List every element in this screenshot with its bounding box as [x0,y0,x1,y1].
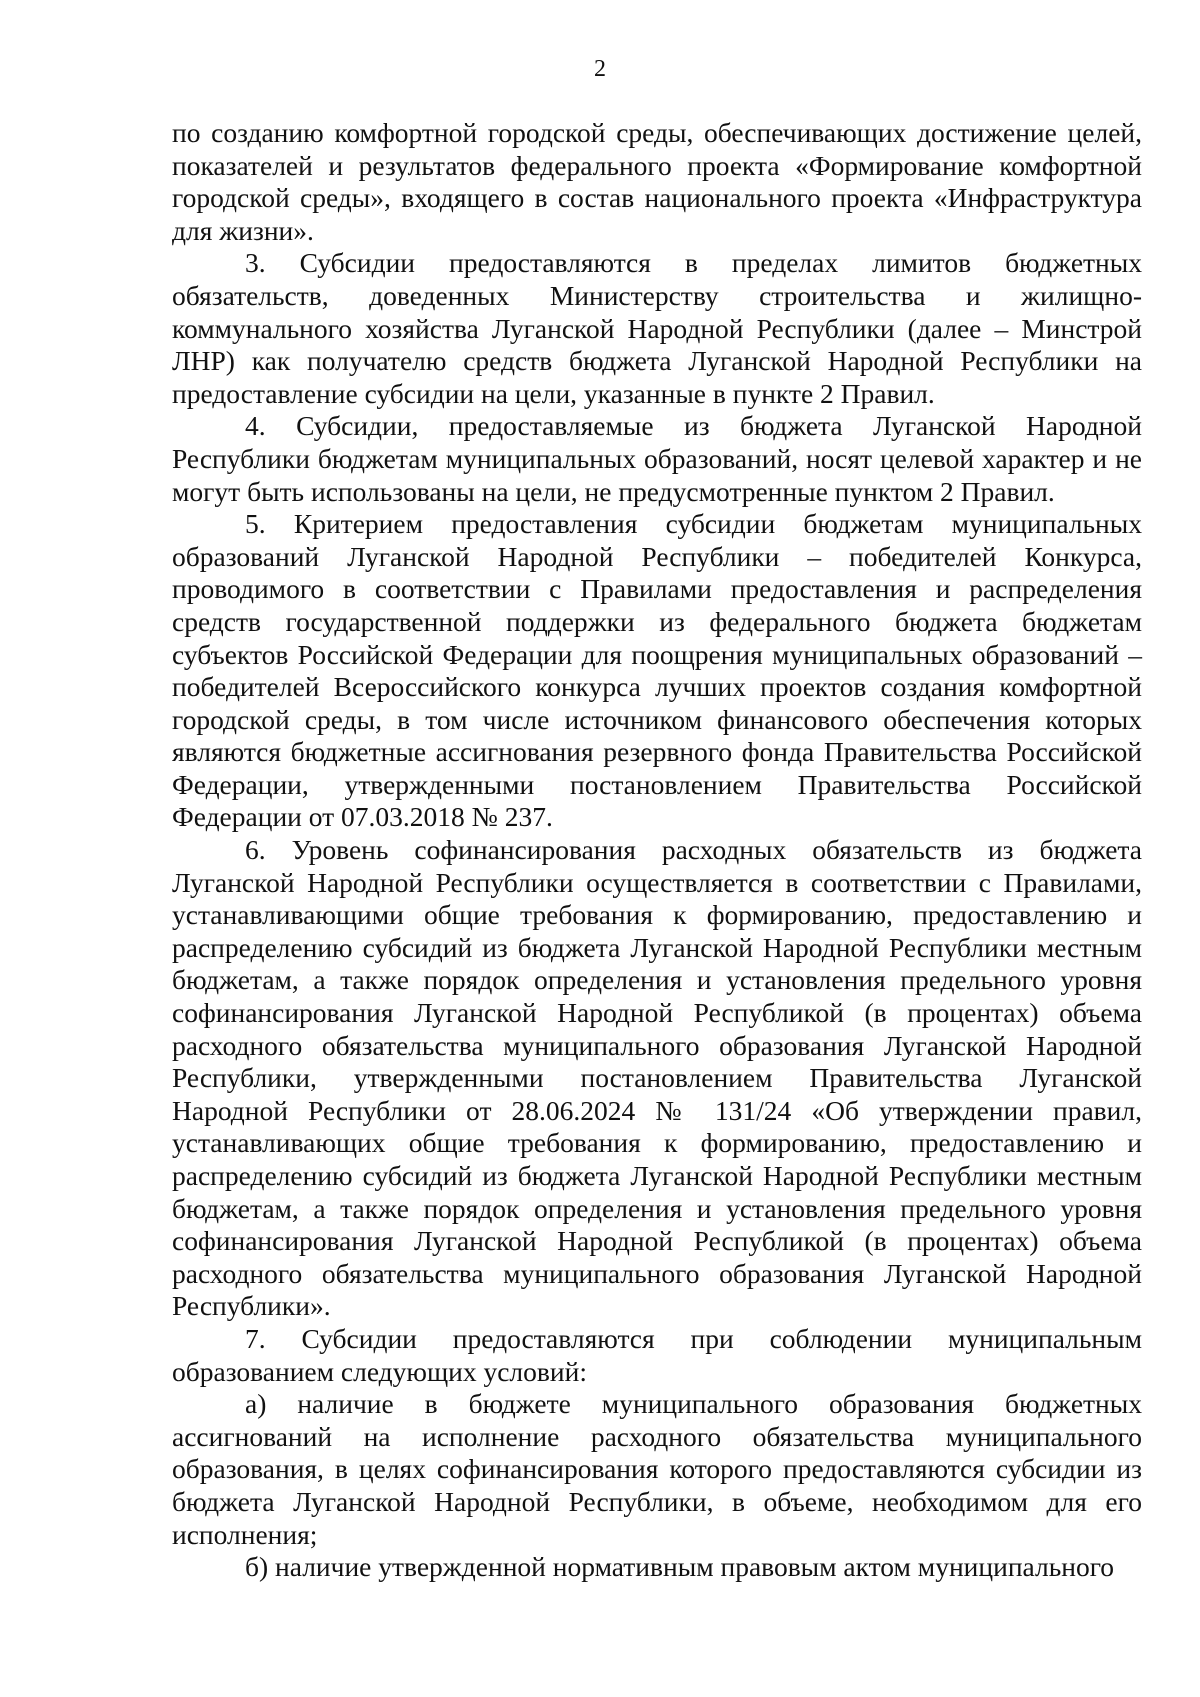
page-number: 2 [594,56,606,82]
paragraph-item-4: 4. Субсидии, предоставляемые из бюджета Луганской Народной Республики бюджетам муниципальных образований, носят целевой характер и не могут быть использованы на цели, не предусмотренные пунктом 2 Правил. [172,410,1142,507]
paragraph-subitem-a: а) наличие в бюджете муниципального образования бюджетных ассигнований на исполнение расходного обязательства муниципального образования, в целях софинансирования которого предоставляются субсидии из бюджета Луганской Народной Республики, в объеме, необходимом для его исполнения; [172,1388,1142,1550]
paragraph-item-6: 6. Уровень софинансирования расходных обязательств из бюджета Луганской Народной Республики осуществляется в соответствии с Правилами, устанавливающими общие требования к формированию, предоставлению и распределению субсидий из бюджета Луганской Народной Республики местным бюджетам, а также порядок определения и установления предельного уровня софинансирования Луганской Народной Республикой (в процентах) объема расходного обязательства муниципального образования Луганской Народной Республики, утвержденными постановлением Правительства Луганской Народной Республики от 28.06.2024 № 131/24 «Об утверждении правил, устанавливающих общие требования к формированию, предоставлению и распределению субсидий из бюджета Луганской Народной Республики местным бюджетам, а также порядок определения и установления предельного уровня софинансирования Луганской Народной Республикой (в процентах) объема расходного обязательства муниципального образования Луганской Народной Республики». [172,834,1142,1322]
document-body [172,117,1142,1584]
paragraph-continuation: по созданию комфортной городской среды, обеспечивающих достижение целей, показателей и результатов федерального проекта «Формирование комфортной городской среды», входящего в состав национального проекта «Инфраструктура для жизни». [172,117,1142,246]
paragraph-subitem-b: б) наличие утвержденной нормативным правовым актом муниципального [245,1551,1115,1583]
paragraph-item-3: 3. Субсидии предоставляются в пределах лимитов бюджетных обязательств, доведенных Министерству строительства и жилищно-коммунального хозяйства Луганской Народной Республики (далее – Минстрой ЛНР) как получателю средств бюджета Луганской Народной Республики на предоставление субсидии на цели, указанные в пункте 2 Правил. [172,247,1142,409]
paragraph-item-5: 5. Критерием предоставления субсидии бюджетам муниципальных образований Луганской Народной Республики – победителей Конкурса, проводимого в соответствии с Правилами предоставления и распределения средств государственной поддержки из федерального бюджета бюджетам субъектов Российской Федерации для поощрения муниципальных образований – победителей Всероссийского конкурса лучших проектов создания комфортной городской среды, в том числе источником финансового обеспечения которых являются бюджетные ассигнования резервного фонда Правительства Российской Федерации, утвержденными постановлением Правительства Российской Федерации от 07.03.2018 № 237. [172,508,1142,833]
paragraph-item-7: 7. Субсидии предоставляются при соблюдении муниципальным образованием следующих условий: [172,1322,1142,1387]
